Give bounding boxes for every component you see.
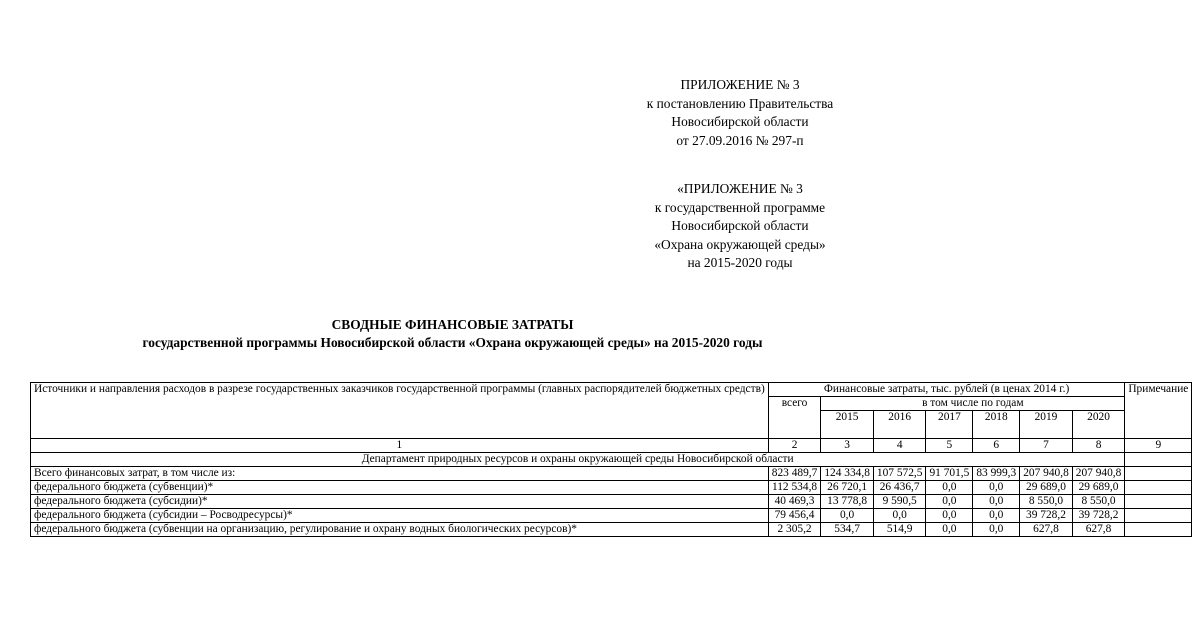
program-annex-line: к государственной программе xyxy=(654,199,826,215)
column-number: 6 xyxy=(973,439,1020,453)
value-cell: 39 728,2 xyxy=(1072,509,1125,523)
value-cell: 29 689,0 xyxy=(1020,481,1073,495)
column-number: 1 xyxy=(31,439,769,453)
table-row xyxy=(31,523,1192,537)
program-annex-line: на 2015-2020 годы xyxy=(687,255,793,271)
column-number: 9 xyxy=(1125,439,1192,453)
header-year: 2015 xyxy=(821,411,874,439)
value-cell: 0,0 xyxy=(973,495,1020,509)
note-cell xyxy=(1125,467,1192,481)
value-cell: 124 334,8 xyxy=(821,467,874,481)
value-cell: 0,0 xyxy=(926,523,973,537)
value-cell: 627,8 xyxy=(1072,523,1125,537)
column-number: 4 xyxy=(873,439,926,453)
header-total: всего xyxy=(768,397,821,439)
annex-line: ПРИЛОЖЕНИЕ № 3 xyxy=(680,77,800,92)
annex-line: к постановлению Правительства xyxy=(646,95,834,111)
table-row xyxy=(31,509,1192,523)
financial-table xyxy=(30,382,1192,537)
note-cell xyxy=(1125,481,1192,495)
row-label: федерального бюджета (субвенции на организацию, регулирование и охрану водных биологических ресурсов)* xyxy=(31,523,769,537)
value-cell: 39 728,2 xyxy=(1020,509,1073,523)
value-cell: 823 489,7 xyxy=(768,467,821,481)
value-cell: 0,0 xyxy=(821,509,874,523)
value-cell: 0,0 xyxy=(973,523,1020,537)
annex-line: Новосибирской области xyxy=(671,114,809,130)
note-cell xyxy=(1125,453,1192,467)
value-cell: 107 572,5 xyxy=(873,467,926,481)
value-cell: 112 534,8 xyxy=(768,481,821,495)
header-year: 2019 xyxy=(1020,411,1073,439)
row-label: Всего финансовых затрат, в том числе из: xyxy=(31,467,769,481)
header-year: 2017 xyxy=(926,411,973,439)
annex-line: от 27.09.2016 № 297-п xyxy=(676,132,804,148)
header-year: 2018 xyxy=(973,411,1020,439)
program-annex-line: «ПРИЛОЖЕНИЕ № 3 xyxy=(677,181,803,196)
row-label: федерального бюджета (субсидии)* xyxy=(31,495,769,509)
value-cell: 29 689,0 xyxy=(1072,481,1125,495)
note-cell xyxy=(1125,523,1192,537)
program-annex-line: «Охрана окружающей среды» xyxy=(654,236,826,252)
header-costs: Финансовые затраты, тыс. рублей (в ценах 2014 г.) xyxy=(768,383,1125,397)
header-year: 2016 xyxy=(873,411,926,439)
note-cell xyxy=(1125,495,1192,509)
value-cell: 2 305,2 xyxy=(768,523,821,537)
annex-block xyxy=(620,76,860,150)
header-by-year: в том числе по годам xyxy=(821,397,1125,411)
header-note: Примечание xyxy=(1125,383,1192,439)
value-cell: 0,0 xyxy=(926,481,973,495)
value-cell: 207 940,8 xyxy=(1020,467,1073,481)
value-cell: 26 720,1 xyxy=(821,481,874,495)
program-annex-line: Новосибирской области xyxy=(671,218,809,234)
header-sources: Источники и направления расходов в разрезе государственных заказчиков государственной программы (главных распорядителей бюджетных средств) xyxy=(31,383,769,439)
title-line-2: государственной программы Новосибирской области «Охрана окружающей среды» на 2015-2020 годы xyxy=(142,335,763,350)
value-cell: 9 590,5 xyxy=(873,495,926,509)
value-cell: 91 701,5 xyxy=(926,467,973,481)
column-number: 7 xyxy=(1020,439,1073,453)
value-cell: 26 436,7 xyxy=(873,481,926,495)
table-row xyxy=(31,495,1192,509)
column-number: 8 xyxy=(1072,439,1125,453)
value-cell: 8 550,0 xyxy=(1020,495,1073,509)
program-annex-block xyxy=(620,180,860,273)
value-cell: 0,0 xyxy=(926,509,973,523)
value-cell: 534,7 xyxy=(821,523,874,537)
department-row: Департамент природных ресурсов и охраны окружающей среды Новосибирской области xyxy=(31,453,1125,467)
value-cell: 8 550,0 xyxy=(1072,495,1125,509)
value-cell: 0,0 xyxy=(926,495,973,509)
value-cell: 0,0 xyxy=(973,481,1020,495)
note-cell xyxy=(1125,509,1192,523)
value-cell: 0,0 xyxy=(873,509,926,523)
title-line-1: СВОДНЫЕ ФИНАНСОВЫЕ ЗАТРАТЫ xyxy=(331,317,574,332)
value-cell: 79 456,4 xyxy=(768,509,821,523)
value-cell: 0,0 xyxy=(973,509,1020,523)
value-cell: 83 999,3 xyxy=(973,467,1020,481)
column-number: 2 xyxy=(768,439,821,453)
column-number: 5 xyxy=(926,439,973,453)
table-row xyxy=(31,481,1192,495)
value-cell: 40 469,3 xyxy=(768,495,821,509)
row-label: федерального бюджета (субсидии – Росводресурсы)* xyxy=(31,509,769,523)
value-cell: 627,8 xyxy=(1020,523,1073,537)
value-cell: 13 778,8 xyxy=(821,495,874,509)
document-title xyxy=(0,316,905,352)
value-cell: 207 940,8 xyxy=(1072,467,1125,481)
column-number: 3 xyxy=(821,439,874,453)
value-cell: 514,9 xyxy=(873,523,926,537)
row-label: федерального бюджета (субвенции)* xyxy=(31,481,769,495)
table-row xyxy=(31,467,1192,481)
header-year: 2020 xyxy=(1072,411,1125,439)
